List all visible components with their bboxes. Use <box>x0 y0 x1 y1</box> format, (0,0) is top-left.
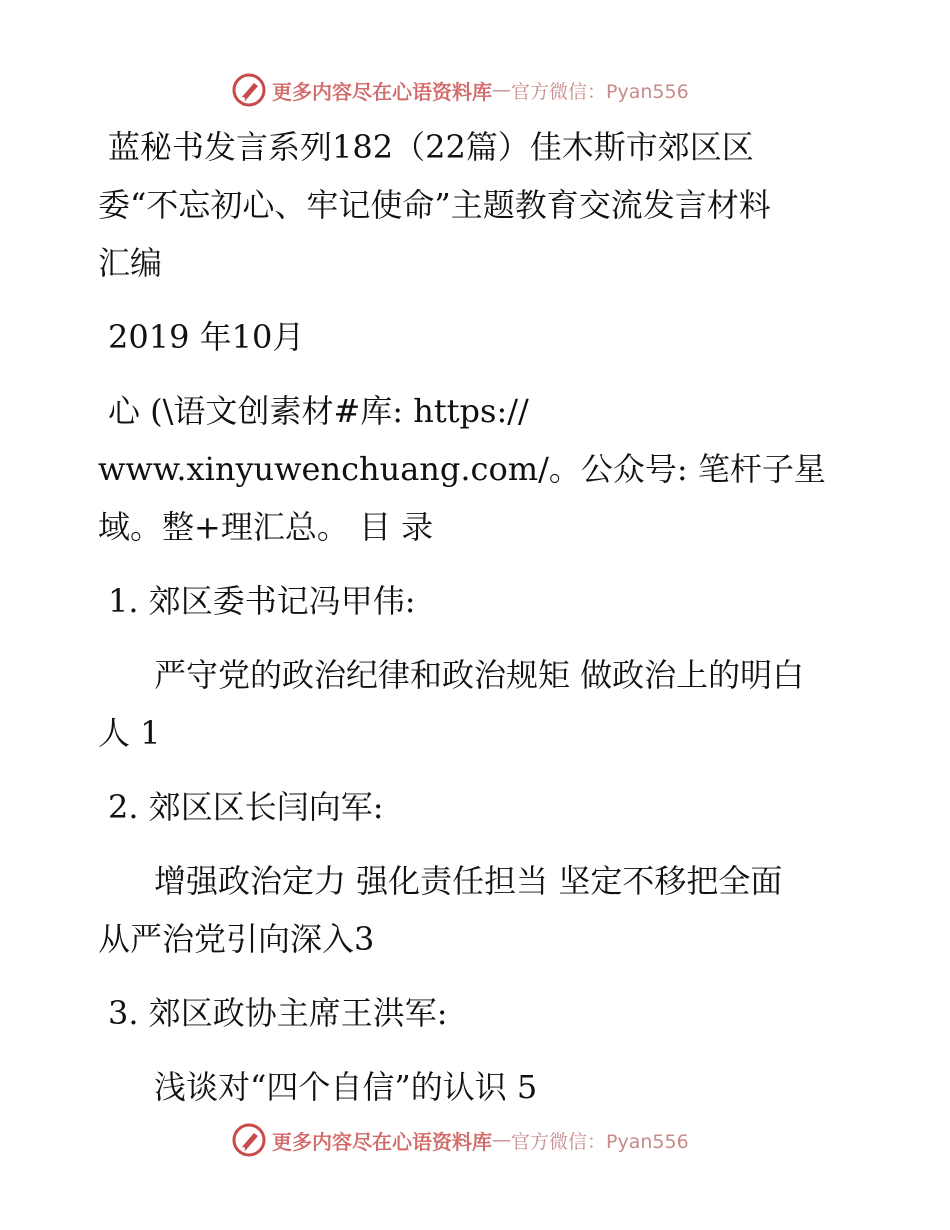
toc-item-2-title-line-2: 从严治党引向深入3 <box>98 920 375 958</box>
toc-item-3-title-line-1: 浅谈对“四个自信”的认识 5 <box>154 1068 538 1106</box>
pen-logo-icon <box>232 73 266 107</box>
source-line-3: 域。整+理汇总。 目 录 <box>98 508 434 546</box>
document-body <box>98 118 898 1116</box>
doc-date: 2019 年10月 <box>108 318 305 356</box>
toc-item-1-title-line-2: 人 1 <box>98 714 161 752</box>
toc-item-1-title-line-1: 严守党的政治纪律和政治规矩 做政治上的明白 <box>154 656 805 694</box>
banner-wechat-text: 官方微信：Pyan556 <box>511 80 689 103</box>
toc-item-3-author: 3. 郊区政协主席王洪军: <box>108 994 448 1032</box>
footer-watermark-banner <box>232 1120 689 1160</box>
doc-title-line-1: 蓝秘书发言系列182（22篇）佳木斯市郊区区 <box>108 128 754 166</box>
toc-item-2-author: 2. 郊区区长闫向军: <box>108 788 384 826</box>
banner-main-text: 更多内容尽在心语资料库 <box>272 79 492 104</box>
header-watermark-banner <box>232 70 689 110</box>
toc-item-2-title-line-1: 增强政治定力 强化责任担当 坚定不移把全面 <box>154 862 783 900</box>
source-line-1: 心 (\语文创素材#库: https:// <box>108 392 529 430</box>
banner-main-text: 更多内容尽在心语资料库 <box>272 1129 492 1154</box>
toc-item-1-author: 1. 郊区委书记冯甲伟: <box>108 582 416 620</box>
banner-wechat-text: 官方微信：Pyan556 <box>511 1130 689 1153</box>
doc-title-line-3: 汇编 <box>98 244 163 282</box>
source-line-2: www.xinyuwenchuang.com/。公众号: 笔杆子星 <box>98 450 826 488</box>
pen-logo-icon <box>232 1123 266 1157</box>
doc-title-line-2: 委“不忘初心、牢记使命”主题教育交流发言材料 <box>98 186 771 224</box>
banner-dash: — <box>492 79 511 101</box>
banner-dash: — <box>492 1129 511 1151</box>
